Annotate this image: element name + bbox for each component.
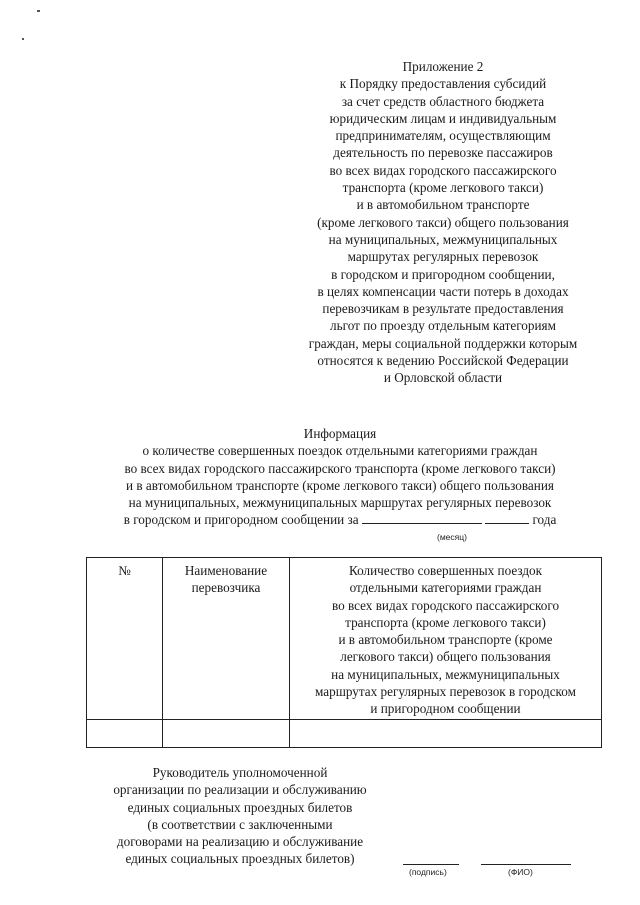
- info-line: о количестве совершенных поездок отдельными категориями граждан: [142, 443, 538, 459]
- appendix-line: относятся к ведению Российской Федерации: [317, 353, 569, 369]
- appendix-line: льгот по проезду отдельным категориям: [330, 318, 556, 334]
- scan-speck: [37, 10, 40, 12]
- appendix-line: (кроме легкового такси) общего пользования: [317, 214, 569, 230]
- signer-line: единых социальных проездных билетов): [125, 851, 355, 867]
- table-header-row: [87, 558, 602, 720]
- appendix-line: транспорта (кроме легкового такси): [342, 180, 544, 196]
- table-row: [87, 720, 602, 748]
- table-cell-number: [87, 720, 163, 748]
- appendix-line: и Орловской области: [383, 370, 503, 386]
- table-cell-trips: [290, 720, 602, 748]
- trips-table: [86, 557, 602, 748]
- signer-line: организации по реализации и обслуживанию: [113, 782, 367, 798]
- info-line: во всех видах городского пассажирского транспорта (кроме легкового такси): [124, 460, 556, 476]
- month-note: (месяц): [437, 532, 467, 542]
- info-period-line: [70, 511, 610, 528]
- appendix-line: во всех видах городского пассажирского: [329, 162, 557, 178]
- info-period-suffix: года: [532, 512, 557, 528]
- signer-line: Руководитель уполномоченной: [152, 765, 328, 780]
- signature-line: [403, 864, 459, 865]
- signature-note: (подпись): [409, 867, 447, 877]
- appendix-line: перевозчикам в результате предоставления: [322, 301, 564, 317]
- col-carrier-header: Наименование перевозчика: [163, 558, 290, 720]
- appendix-line: маршрутах регулярных перевозок: [347, 249, 539, 265]
- appendix-line: граждан, меры социальной поддержки которым: [308, 335, 578, 351]
- signer-line: договорами на реализацию и обслуживание: [116, 834, 364, 850]
- year-blank: [485, 511, 529, 524]
- appendix-line: и в автомобильном транспорте: [356, 197, 530, 213]
- col-number-header: №: [87, 558, 163, 720]
- appendix-line: в городском и пригородном сообщении,: [331, 266, 555, 282]
- appendix-line: в целях компенсации части потерь в доходах: [317, 283, 569, 299]
- info-line: на муниципальных, межмуниципальных маршрутах регулярных перевозок: [128, 495, 552, 511]
- name-note: (ФИО): [508, 867, 533, 877]
- signer-line: (в соответствии с заключенными: [147, 816, 333, 832]
- signer-block: [80, 764, 400, 868]
- appendix-header: [278, 58, 608, 387]
- appendix-line: юридическим лицам и индивидуальным: [329, 110, 557, 126]
- appendix-line: деятельность по перевозке пассажиров: [333, 145, 553, 161]
- info-block: [70, 425, 610, 529]
- appendix-line: на муниципальных, межмуниципальных: [328, 231, 558, 247]
- name-line: [481, 864, 571, 865]
- appendix-line: за счет средств областного бюджета: [341, 93, 545, 109]
- appendix-line: предпринимателям, осуществляющим: [335, 128, 551, 144]
- col-trips-header: Количество совершенных поездок отдельными категориями граждан во всех видах городского пассажирского транспорта (кроме легкового такси) и в автомобильном транспорте (кроме легкового такси) общего пользования на муниципальных, межмуниципальных маршрутах регулярных перевозок в городском и пригородном сообщении: [290, 558, 602, 720]
- scan-speck: [22, 38, 24, 40]
- signer-line: единых социальных проездных билетов: [127, 799, 353, 815]
- info-line: и в автомобильном транспорте (кроме легкового такси) общего пользования: [126, 477, 554, 493]
- month-blank: [362, 511, 482, 524]
- info-title: Информация: [303, 426, 377, 441]
- appendix-line: Приложение 2: [402, 59, 484, 74]
- table-cell-carrier: [163, 720, 290, 748]
- info-period-prefix: в городском и пригородном сообщении за: [123, 512, 359, 528]
- appendix-line: к Порядку предоставления субсидий: [339, 76, 547, 92]
